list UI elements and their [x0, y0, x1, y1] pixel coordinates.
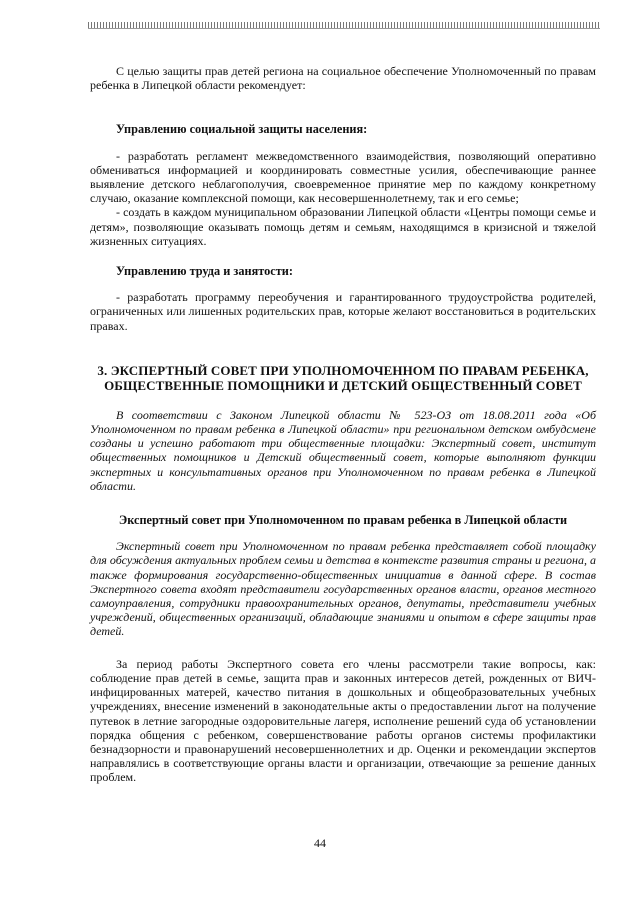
social-item-2: - создать в каждом муниципальном образовании Липецкой области «Центры помощи семье и детям», позволяющие оказывать помощь детям и семьям, находящимся в кризисной и тяжелой жизненных ситуациях. — [90, 205, 596, 248]
page-number: 44 — [314, 836, 326, 850]
social-item-1: - разработать регламент межведомственного взаимодействия, позволяющий оперативно обмениваться информацией и координировать совместные усилия, обеспечивающие раннее выявление детского неблагополучия, своевременное принятие мер по каждому конкретному случаю, оказание комплексной помощи, как несовершеннолетнему, так и его семье; — [90, 148, 596, 206]
section-title-line-2: ОБЩЕСТВЕННЫЕ ПОМОЩНИКИ И ДЕТСКИЙ ОБЩЕСТВЕННЫЙ СОВЕТ — [104, 378, 582, 394]
document-page — [90, 64, 596, 785]
section-intro-paragraph: В соответствии с Законом Липецкой области № 523-ОЗ от 18.08.2011 года «Об Уполномоченном по правам ребенка в Липецкой области» при региональном детском омбудсмене созданы и успешно работают три общественные площадки: Экспертный совет, институт общественных помощников и Детский общественный совет, которые выполняют функции экспертных и консультативных органов при Уполномоченном по правам ребенка в Липецкой области. — [90, 407, 596, 493]
scan-header-band — [88, 22, 600, 29]
intro-paragraph: С целью защиты прав детей региона на социальное обеспечение Уполномоченный по правам ребенка в Липецкой области рекомендует: — [90, 64, 596, 93]
expert-council-work: За период работы Экспертного совета его члены рассмотрели такие вопросы, как: соблюдение прав детей в семье, защита прав и законных интересов детей, рожденных от ВИЧ-инфицированных матерей, качество питания в дошкольных и общеобразовательных учебных учреждениях, внесение изменений в законодательные акты о предоставлении льгот на получение путевок в летние загородные оздоровительные лагеря, исполнение решений суда об установлении порядка общения с ребенком, совершенствование работы органов системы профилактики безнадзорности и правонарушений несовершеннолетних и др. Оценки и рекомендации экспертов направлялись в соответствующие органы власти и организации, отвечающие за решение данных проблем. — [90, 656, 596, 785]
heading-social-protection: Управлению социальной защиты населения: — [116, 122, 368, 137]
subheading-expert-council: Экспертный совет при Уполномоченном по правам ребенка в Липецкой области — [118, 513, 568, 528]
section-title-line-1: 3. ЭКСПЕРТНЫЙ СОВЕТ ПРИ УПОЛНОМОЧЕННОМ ПО ПРАВАМ РЕБЕНКА, — [97, 362, 589, 378]
labor-item-1: - разработать программу переобучения и гарантированного трудоустройства родителей, ограниченных или лишенных родительских прав, которые желают восстановиться в родительских правах. — [90, 290, 596, 333]
heading-labor: Управлению труда и занятости: — [116, 264, 293, 279]
expert-council-description: Экспертный совет при Уполномоченном по правам ребенка представляет собой площадку для обсуждения актуальных проблем семьи и детства в контексте развития страны и региона, а также формирования государственно-общественных инициатив в данной сфере. В состав Экспертного совета входят представители государственных органов власти, органов местного самоуправления, сотрудники правоохранительных органов, депутаты, представители учебных учреждений, общественных организаций, обладающие знаниями и опытом в сфере защиты прав детей. — [90, 539, 596, 639]
section-title — [90, 363, 596, 394]
